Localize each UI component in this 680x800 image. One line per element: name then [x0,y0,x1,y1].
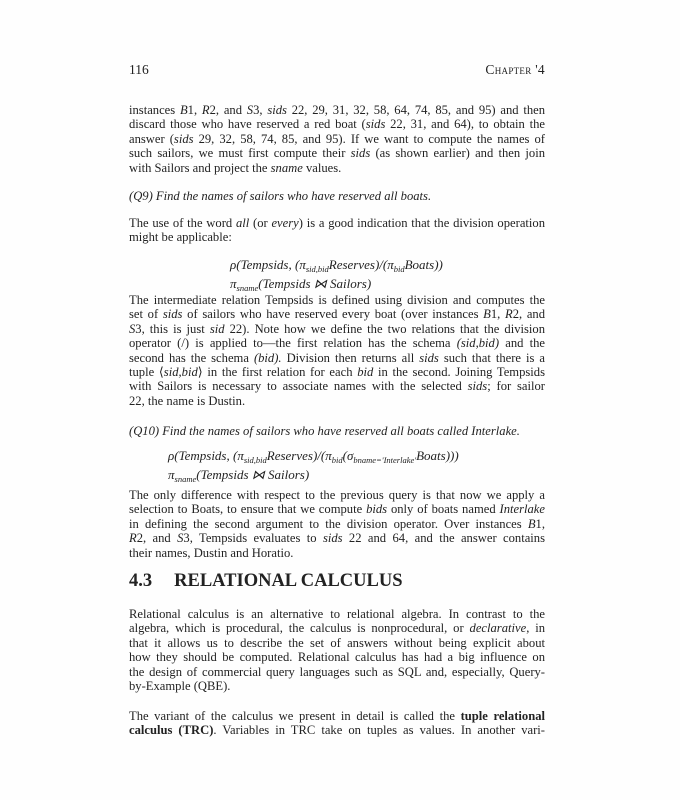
text-segment: (Q9) Find the names of sailors who have reserved all boats. [129,189,432,203]
text-segment: (sid,bid) [456,336,500,351]
equation [168,446,584,484]
text-segment: (σ [342,448,354,463]
text-segment: 29, 32, 58, 74, 85, and 95). If we want to compute the names of [193,131,545,146]
query-q10 [129,424,545,438]
text-segment: The variant of the calculus we present in detail is called the [129,709,461,723]
equation-line [230,274,646,293]
text-segment: the design of commercial query languages such as SQL and, especially, Query- [129,664,545,679]
text-segment: B [483,307,491,322]
text-segment: second has the schema [129,350,254,365]
text-line [129,293,545,307]
text-segment: declarative [469,621,527,636]
text-segment: B [179,103,188,117]
equation-line [168,446,584,465]
text-segment: 1, [535,516,545,531]
equation-line [168,465,584,484]
page-number: 116 [129,62,149,77]
text-line [129,709,545,723]
text-segment: R [129,531,137,546]
text-segment: by-Example (QBE). [129,678,231,693]
text-segment: operator (/) is applied to—the first relation has the schema [129,336,457,351]
subscript: bname='Interlake' [353,455,417,465]
section-title: RELATIONAL CALCULUS [174,571,403,591]
text-line [129,365,545,379]
text-segment: Relational calculus is an alternative to relational algebra. In contrast to the [129,607,545,621]
text-segment: S [246,103,254,117]
text-segment: with Sailors and project the [129,160,271,175]
text-line [129,650,545,664]
text-segment: S [129,321,136,336]
text-segment: sname [270,160,303,175]
text-line [129,679,545,693]
text-segment: every [271,216,299,230]
text-segment: R [201,103,210,117]
text-segment: set of [129,307,163,322]
text-segment: with Sailors is necessary to associate names with the selected [129,379,468,394]
text-line [129,161,545,175]
text-line [129,531,545,545]
text-line [129,351,545,365]
text-segment: 2, and [512,307,546,322]
text-segment: The use of the word [129,216,236,230]
text-line [129,146,545,160]
text-line [129,723,545,737]
text-segment: sids [322,531,343,546]
text-segment: 1, [490,307,505,322]
text-segment: . Variables in TRC take on tuples as values. In another vari- [213,723,545,738]
text-line [129,132,545,146]
text-line [129,488,545,502]
text-segment: sid [209,321,225,336]
text-line [129,607,545,621]
text-segment: 3, [253,103,268,117]
subscript: sname [236,283,259,293]
subscript: bid [331,455,343,465]
text-segment: sid,bid [163,364,198,379]
text-segment: bid [357,364,374,379]
text-segment: such sailors, we must first compute their [129,146,351,161]
text-segment: π [230,276,237,291]
text-segment: ) is a good indication that the division operation [298,216,545,230]
subscript: sid,bid [305,264,329,274]
text-segment: (Tempsids ⋈ Sailors) [258,276,372,291]
text-segment: ; for sailor [487,379,545,394]
text-segment: in defining the second argument to the division operator. Over instances [129,516,528,531]
text-line [129,216,545,230]
text-segment: (as shown earlier) and then join [370,146,545,161]
text-segment: in the second. Joining Tempsids [373,364,545,379]
text-segment: Boats)) [404,257,443,272]
text-segment: such that there is a [438,350,545,365]
text-line [129,103,545,117]
text-segment: sids [267,103,287,117]
paragraph [129,103,545,175]
text-segment: sids [173,131,194,146]
text-segment: their names, Dustin and Horatio. [129,545,294,560]
text-segment: 2, and [209,103,247,117]
text-segment: 1, [187,103,202,117]
text-segment: B [527,516,536,531]
text-segment: might be applicable: [129,230,232,245]
text-segment: π [168,467,175,482]
subscript: sid,bid [243,455,267,465]
text-line [129,322,545,336]
equation-line [230,255,646,274]
text-line [129,665,545,679]
text-segment: Reserves)/(π [266,448,332,463]
equation [230,255,646,293]
text-segment: 3, Tempsids evaluates to [183,531,323,546]
text-line [129,379,545,393]
text-line [129,189,545,203]
section-heading [129,571,403,592]
text-segment: (Tempsids ⋈ Sailors) [196,467,310,482]
text-line [129,502,545,516]
running-header-chapter: Chapter '4 [485,62,545,77]
text-segment: (bid). [253,350,282,365]
section-number: 4.3 [129,571,153,591]
query-q9 [129,189,545,203]
text-segment: 22, the name is Dustin. [129,393,246,408]
text-segment: 22, 29, 31, 32, 58, 64, 74, 85, and 95) and then [286,103,546,117]
text-line [129,394,545,408]
text-segment: how they should be computed. Relational calculus has had a big influence on [129,650,545,665]
text-segment: discard those who have reserved a red boat ( [129,117,366,132]
text-segment: sids [419,350,439,365]
text-segment: values. [302,160,342,175]
text-segment: sids [350,146,371,161]
paragraph [129,709,545,738]
text-line [129,230,545,244]
paragraph [129,607,545,693]
text-segment: that it allows us to describe the set of answers without being explicit about [129,635,545,650]
text-segment: ρ(Tempsids, (π [230,257,306,272]
text-segment: Reserves)/(π [328,257,394,272]
text-line [129,636,545,650]
text-segment: and the [499,336,545,351]
text-segment: 2, and [136,531,178,546]
text-segment: R [505,307,513,322]
text-line [129,621,545,635]
text-segment: all [235,216,250,230]
text-segment: Interlake [499,502,545,517]
text-segment: (Q10) Find the names of sailors who have reserved all boats called Interlake. [129,424,520,438]
text-segment: sids [162,307,183,322]
text-line [129,117,545,131]
text-line [129,517,545,531]
text-segment: , in [526,621,545,636]
text-line [129,307,545,321]
text-segment: algebra, which is procedural, the calculus is nonprocedural, or [129,621,470,636]
text-segment: S [177,531,184,546]
text-segment: of sailors who have reserved every boat (over instances [182,307,484,322]
subscript: sname [174,474,197,484]
text-line [129,424,545,438]
text-segment: Boats))) [416,448,459,463]
text-segment: ⟩ in the first relation for each [197,364,358,379]
text-segment: answer ( [129,131,174,146]
text-segment: 22 and 64, and the answer contains [342,531,545,546]
text-segment: 3, this is just [135,321,210,336]
text-segment: Division then returns all [281,350,420,365]
paragraph [129,216,545,245]
subscript: bid [393,264,405,274]
text-segment: (or [249,216,272,230]
text-line [129,336,545,350]
text-segment: The only difference with respect to the previous query is that now we apply a [129,488,545,502]
text-segment: ρ(Tempsids, (π [168,448,244,463]
text-segment: 22). Note how we define the two relations that the division [224,321,545,336]
paragraph [129,293,545,408]
text-segment: sids [467,379,488,394]
text-segment: only of boats named [387,502,500,517]
text-segment: tuple ⟨ [129,364,164,379]
text-segment: instances [129,103,180,117]
text-segment: calculus (TRC) [129,723,214,738]
text-segment: sids [365,117,386,132]
text-segment: The intermediate relation Tempsids is defined using division and computes the [129,293,545,307]
paragraph [129,488,545,560]
text-segment: bids [366,502,388,517]
text-segment: selection to Boats, to ensure that we compute [129,502,367,517]
text-segment: 22, 31, and 64), to obtain the [385,117,545,132]
text-segment: tuple relational [460,709,545,723]
text-line [129,546,545,560]
